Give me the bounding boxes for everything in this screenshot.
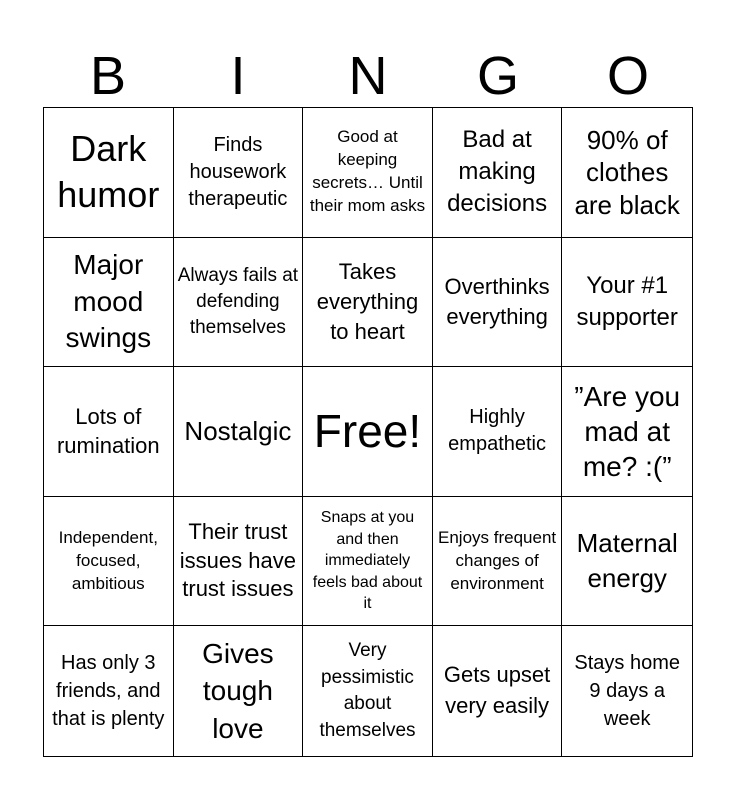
header-letter-o: O	[606, 46, 649, 106]
bingo-cell[interactable]	[303, 108, 433, 238]
bingo-cell-text: Dark humor	[57, 127, 160, 216]
bingo-cell-text: Good at keeping secrets… Until their mom asks	[309, 127, 426, 216]
free-space[interactable]	[303, 367, 433, 497]
bingo-cell-text: Has only 3 friends, and that is plenty	[52, 652, 165, 731]
bingo-cell[interactable]	[174, 626, 304, 756]
bingo-cell-text: 90% of clothes are black	[574, 124, 680, 220]
bingo-cell[interactable]	[303, 497, 433, 627]
bingo-cell[interactable]	[433, 626, 563, 756]
bingo-cell[interactable]	[562, 626, 692, 756]
bingo-cell[interactable]	[303, 626, 433, 756]
bingo-board	[43, 107, 693, 757]
bingo-cell[interactable]	[44, 108, 174, 238]
bingo-cell[interactable]	[44, 238, 174, 368]
bingo-cell-text: Takes everything to heart	[316, 259, 419, 344]
bingo-cell-text: Stays home 9 days a week	[574, 652, 680, 731]
bingo-cell[interactable]	[44, 497, 174, 627]
bingo-cell[interactable]	[433, 238, 563, 368]
bingo-cell[interactable]	[433, 367, 563, 497]
bingo-cell[interactable]	[433, 497, 563, 627]
bingo-cell-text: Gets upset very easily	[443, 662, 551, 719]
bingo-header	[43, 44, 693, 108]
bingo-cell[interactable]	[562, 108, 692, 238]
bingo-cell[interactable]	[433, 108, 563, 238]
bingo-cell[interactable]	[44, 367, 174, 497]
bingo-cell-text: Always fails at defending themselves	[177, 265, 299, 338]
bingo-cell[interactable]	[174, 238, 304, 368]
bingo-cell[interactable]	[44, 626, 174, 756]
bingo-cell-text: Your #1 supporter	[576, 271, 678, 331]
header-letter-g: G	[476, 46, 519, 106]
bingo-cell-text: Highly empathetic	[448, 406, 547, 456]
header-letter-n: N	[348, 46, 388, 106]
bingo-cell-text: Major mood swings	[65, 249, 152, 354]
bingo-cell-text: Very pessimistic about themselves	[319, 640, 416, 741]
bingo-cell[interactable]	[174, 108, 304, 238]
bingo-cell-text: Maternal energy	[576, 528, 678, 594]
bingo-cell-text: Lots of rumination	[56, 403, 160, 459]
bingo-cell-text: Bad at making decisions	[447, 125, 548, 218]
bingo-cell[interactable]	[174, 497, 304, 627]
bingo-cell[interactable]	[562, 497, 692, 627]
bingo-cell-text: Snaps at you and then immediately feels bad about it	[312, 509, 423, 613]
bingo-cell-text: Finds housework therapeutic	[188, 133, 288, 210]
bingo-cell-text: Enjoys frequent changes of environment	[438, 527, 557, 593]
bingo-cell-text: Overthinks everything	[444, 274, 550, 329]
bingo-cell[interactable]	[562, 238, 692, 368]
header-letter-b: B	[89, 46, 127, 106]
bingo-cell-text: Nostalgic	[184, 415, 292, 446]
bingo-cell-text: Gives tough love	[202, 637, 274, 745]
bingo-cell[interactable]	[174, 367, 304, 497]
bingo-cell[interactable]	[303, 238, 433, 368]
bingo-cell-text: Their trust issues have trust issues	[179, 519, 296, 602]
bingo-cell-text: Independent, focused, ambitious	[58, 527, 158, 593]
bingo-cell-text: ”Are you mad at me? :(”	[574, 380, 681, 482]
bingo-cell[interactable]	[562, 367, 692, 497]
header-letter-i: I	[230, 46, 246, 106]
free-space-text: Free!	[313, 405, 422, 458]
